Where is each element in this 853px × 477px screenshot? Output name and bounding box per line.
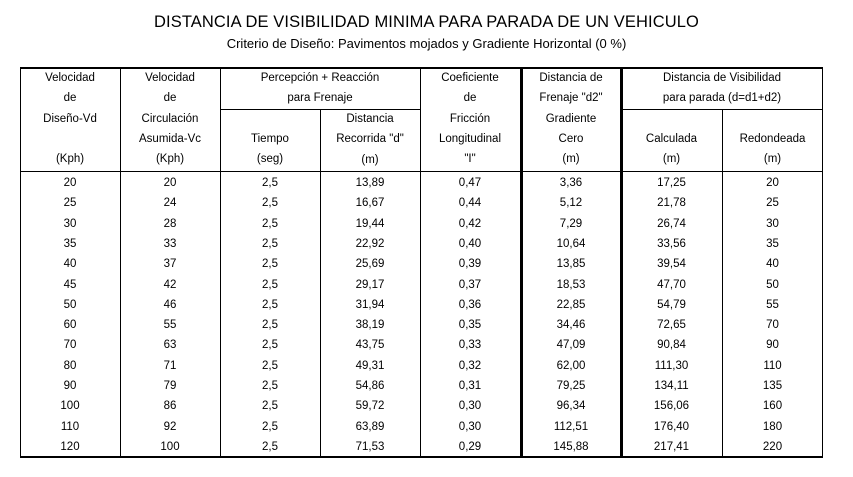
table-cell: 180 [762,420,783,433]
header-redondeada: Redondeada (m) [739,133,806,166]
table-cell: 10,64 [556,237,586,250]
table-cell: 13,89 [355,177,385,189]
table-cell: 217,41 [653,440,690,453]
table-cell: 0,36 [458,298,482,311]
table-cell: 20 [163,177,177,189]
table-cell: 2,5 [262,380,278,392]
table-cell: 50 [766,278,779,291]
table-cell: 26,74 [657,217,686,230]
table-cell: 176,40 [653,420,690,433]
header-visibilidad: Distancia de Visibilidad para parada (d=d1+d2) [662,72,782,105]
table-cell: 79,25 [556,380,586,392]
visibility-table [20,67,823,458]
table-cell: 220 [762,440,783,453]
table-cell: 0,40 [458,237,482,250]
table-cell: 62,00 [556,359,586,372]
table-cell: 112,51 [553,420,589,433]
header-vc: Velocidad de Circulación Asumida-Vc (Kph) [139,72,201,166]
table-cell: 2,5 [262,359,278,372]
table-cell: 60 [63,319,77,332]
table-cell: 39,54 [657,258,686,271]
table-cell: 160 [762,400,783,413]
table-cell: 111,30 [654,359,689,372]
table-cell: 40 [63,258,77,271]
table-cell: 2,5 [262,217,278,230]
table-cell: 2,5 [262,197,278,210]
table-cell: 55 [766,298,779,311]
table-cell: 7,29 [559,217,583,230]
table-cell: 33,56 [657,237,686,250]
table-cell: 2,5 [262,298,278,311]
table-cell: 47,70 [657,278,686,291]
table-cell: 2,5 [262,258,278,271]
table-cell: 19,44 [355,217,385,230]
header-percepcion: Percepción + Reacción para Frenaje [260,72,380,105]
table-cell: 40 [766,258,779,271]
table-cell: 2,5 [262,400,278,413]
table-cell: 16,67 [355,197,385,210]
table-cell: 79 [163,380,177,392]
table-cell: 0,39 [458,258,482,271]
table-cell: 90 [766,339,779,352]
table-cell: 54,86 [355,380,385,392]
table-cell: 20 [766,177,779,189]
table-cell: 70 [63,339,77,352]
table-cell: 110 [60,420,80,433]
table-cell: 5,12 [559,197,583,210]
table-cell: 25 [766,197,779,210]
header-vd: Velocidad de Diseño-Vd (Kph) [43,72,97,166]
table-cell: 0,31 [458,380,482,392]
table-cell: 156,06 [653,400,690,413]
table-cell: 2,5 [262,177,278,189]
table-cell: 43,75 [355,339,385,352]
page-subtitle: Criterio de Diseño: Pavimentos mojados y Gradiente Horizontal (0 %) [226,36,627,51]
header-distancia-d: Distancia Recorrida "d" (m) [336,113,404,166]
table-cell: 45 [63,278,77,291]
table-cell: 135 [762,380,783,392]
table-cell: 0,47 [458,177,482,189]
table-cell: 72,65 [657,319,686,332]
table-cell: 0,30 [458,400,482,413]
header-tiempo: Tiempo (seg) [251,133,289,166]
table-cell: 31,94 [355,298,385,311]
header-friccion: Coeficiente de Fricción Longitudinal "I" [438,72,502,166]
table-cell: 70 [766,319,779,332]
table-cell: 55 [163,319,177,332]
table-cell: 22,85 [556,298,586,311]
table-cell: 0,44 [458,197,482,210]
table-cell: 96,34 [556,400,586,413]
table-cell: 33 [163,237,177,250]
table-cell: 54,79 [657,298,686,311]
table-cell: 2,5 [262,440,278,453]
table-cell: 37 [163,258,177,271]
table-cell: 29,17 [355,278,385,291]
table-cell: 0,35 [458,319,482,332]
table-cell: 0,29 [458,440,482,453]
table-cell: 90,84 [657,339,686,352]
table-cell: 35 [766,237,779,250]
table-cell: 63 [163,339,177,352]
table-cell: 145,88 [553,440,589,453]
table-cell: 0,37 [458,278,482,291]
table-cell: 0,32 [458,359,482,372]
table-cell: 49,31 [355,359,385,372]
table-cell: 2,5 [262,319,278,332]
table-cell: 0,33 [458,339,482,352]
table-cell: 2,5 [262,237,278,250]
table-cell: 20 [63,177,77,189]
table-cell: 59,72 [355,400,385,413]
table-cell: 86 [163,400,177,413]
table-cell: 63,89 [355,420,385,433]
table-cell: 100 [60,400,80,413]
table-cell: 90 [63,380,77,392]
table-cell: 38,19 [355,319,385,332]
page-title: DISTANCIA DE VISIBILIDAD MINIMA PARA PARADA DE UN VEHICULO [154,13,699,31]
table-cell: 134,11 [654,380,689,392]
table-cell: 35 [63,237,77,250]
table-cell: 80 [63,359,77,372]
table-cell: 30 [63,217,77,230]
table-cell: 2,5 [262,278,278,291]
table-cell: 0,42 [458,217,482,230]
table-cell: 21,78 [657,197,686,210]
table-cell: 25,69 [355,258,385,271]
table-cell: 25 [63,197,77,210]
header-calculada: Calculada (m) [645,133,698,166]
table-cell: 13,85 [556,258,586,271]
table-cell: 50 [63,298,77,311]
table-cell: 46 [163,298,177,311]
header-bottom-border [20,171,823,172]
table-cell: 2,5 [262,420,278,433]
table-cell: 100 [160,440,180,453]
table-cell: 42 [163,278,177,291]
table-cell: 2,5 [262,339,278,352]
table-cell: 92 [163,420,177,433]
table-cell: 17,25 [657,177,686,189]
table-cell: 30 [766,217,779,230]
table-cell: 47,09 [556,339,586,352]
table-cell: 71 [163,359,177,372]
table-cell: 3,36 [559,177,583,189]
table-cell: 71,53 [355,440,385,453]
table-cell: 22,92 [355,237,385,250]
table-cell: 120 [60,440,80,453]
table-cell: 110 [763,359,782,372]
table-cell: 28 [163,217,177,230]
table-cell: 0,30 [458,420,482,433]
table-cell: 34,46 [556,319,586,332]
header-d2: Distancia de Frenaje "d2" Gradiente Cero (m) [539,72,603,166]
table-cell: 24 [163,197,177,210]
table-cell: 18,53 [556,278,586,291]
